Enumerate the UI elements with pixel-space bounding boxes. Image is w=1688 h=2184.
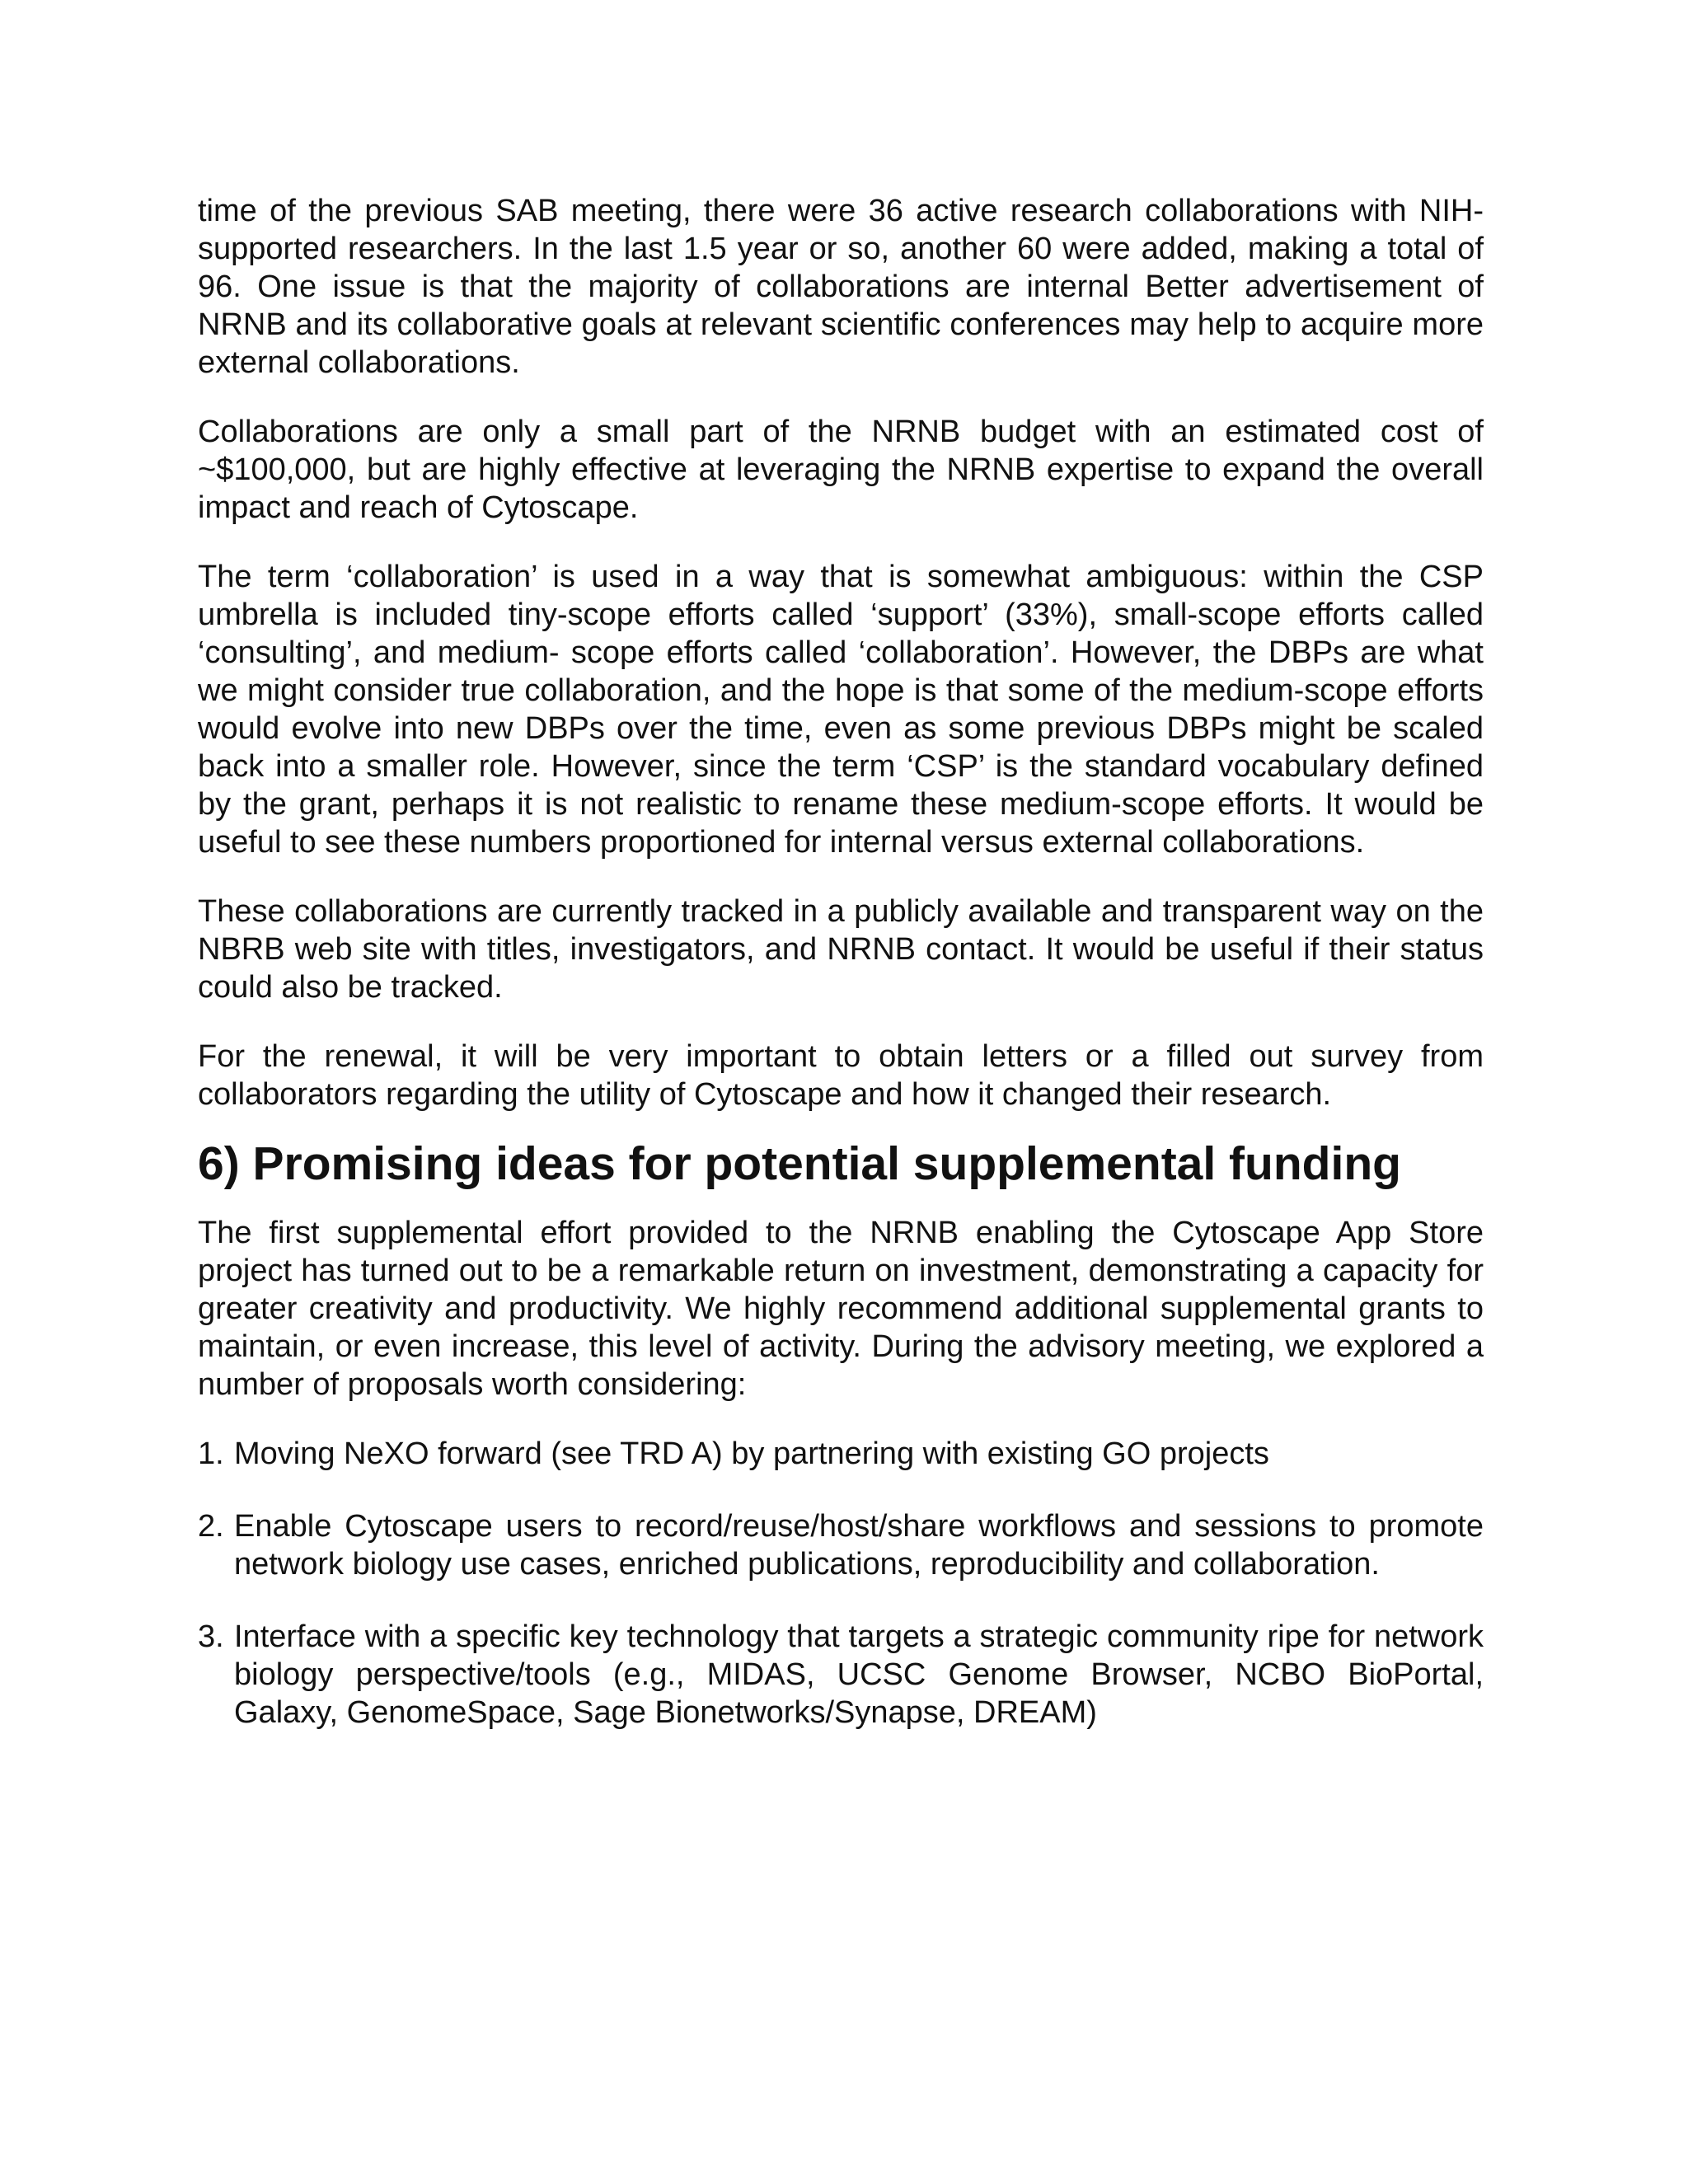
list-item-number: 3. <box>198 1619 224 1654</box>
paragraph-collaboration-budget: Collaborations are only a small part of the NRNB budget with an estimated cost of ~$100,000, but are highly effective at leveraging the NRNB expertise to expand the overall impact and reach of Cytoscape. <box>198 415 1484 525</box>
list-item-text: Interface with a specific key technology that targets a strategic community ripe for network biology perspective/tools (e.g., MIDAS, UCSC Genome Browser, NCBO BioPortal, Galaxy, GenomeSpace, Sage Bionetworks/Synapse, DREAM) <box>234 1619 1484 1730</box>
paragraph-collaboration-count: time of the previous SAB meeting, there were 36 active research collaborations with NIH-supported researchers. In the last 1.5 year or so, another 60 were added, making a total of 96. One issue is that the majority of collaborations are internal Better advertisement of NRNB and its collaborative goals at relevant scientific conferences may help to acquire more external collaborations. <box>198 194 1484 380</box>
list-item <box>198 1507 1484 1583</box>
section-heading: 6) Promising ideas for potential supplemental funding <box>198 1137 1401 1190</box>
list-item-number: 1. <box>198 1436 224 1471</box>
list-item-text: Moving NeXO forward (see TRD A) by partnering with existing GO projects <box>234 1436 1269 1471</box>
section-intro: The first supplemental effort provided to the NRNB enabling the Cytoscape App Store project has turned out to be a remarkable return on investment, demonstrating a capacity for greater creativity and productivity. We highly recommend additional supplemental grants to maintain, or even increase, this level of activity. During the advisory meeting, we explored a number of proposals worth considering: <box>198 1216 1484 1402</box>
list-item-number: 2. <box>198 1509 224 1544</box>
list-item <box>198 1435 1484 1473</box>
proposal-list <box>198 1435 1484 1732</box>
list-item-text: Enable Cytoscape users to record/reuse/host/share workflows and sessions to promote network biology use cases, enriched publications, reproducibility and collaboration. <box>234 1509 1484 1582</box>
paragraph-renewal: For the renewal, it will be very important to obtain letters or a filled out survey from collaborators regarding the utility of Cytoscape and how it changed their research. <box>198 1039 1484 1112</box>
list-item <box>198 1618 1484 1732</box>
paragraph-term-collaboration: The term ‘collaboration’ is used in a way that is somewhat ambiguous: within the CSP umbrella is included tiny-scope efforts called ‘support’ (33%), small-scope efforts called ‘consulting’, and medium- scope efforts called ‘collaboration’. However, the DBPs are what we might consider true collaboration, and the hope is that some of the medium-scope efforts would evolve into new DBPs over the time, even as some previous DBPs might be scaled back into a smaller role. However, since the term ‘CSP’ is the standard vocabulary defined by the grant, perhaps it is not realistic to rename these medium-scope efforts. It would be useful to see these numbers proportioned for internal versus external collaborations. <box>198 560 1484 860</box>
document-page <box>198 192 1484 1766</box>
paragraph-tracking: These collaborations are currently tracked in a publicly available and transparent way on the NBRB web site with titles, investigators, and NRNB contact. It would be useful if their status could also be tracked. <box>198 894 1484 1005</box>
